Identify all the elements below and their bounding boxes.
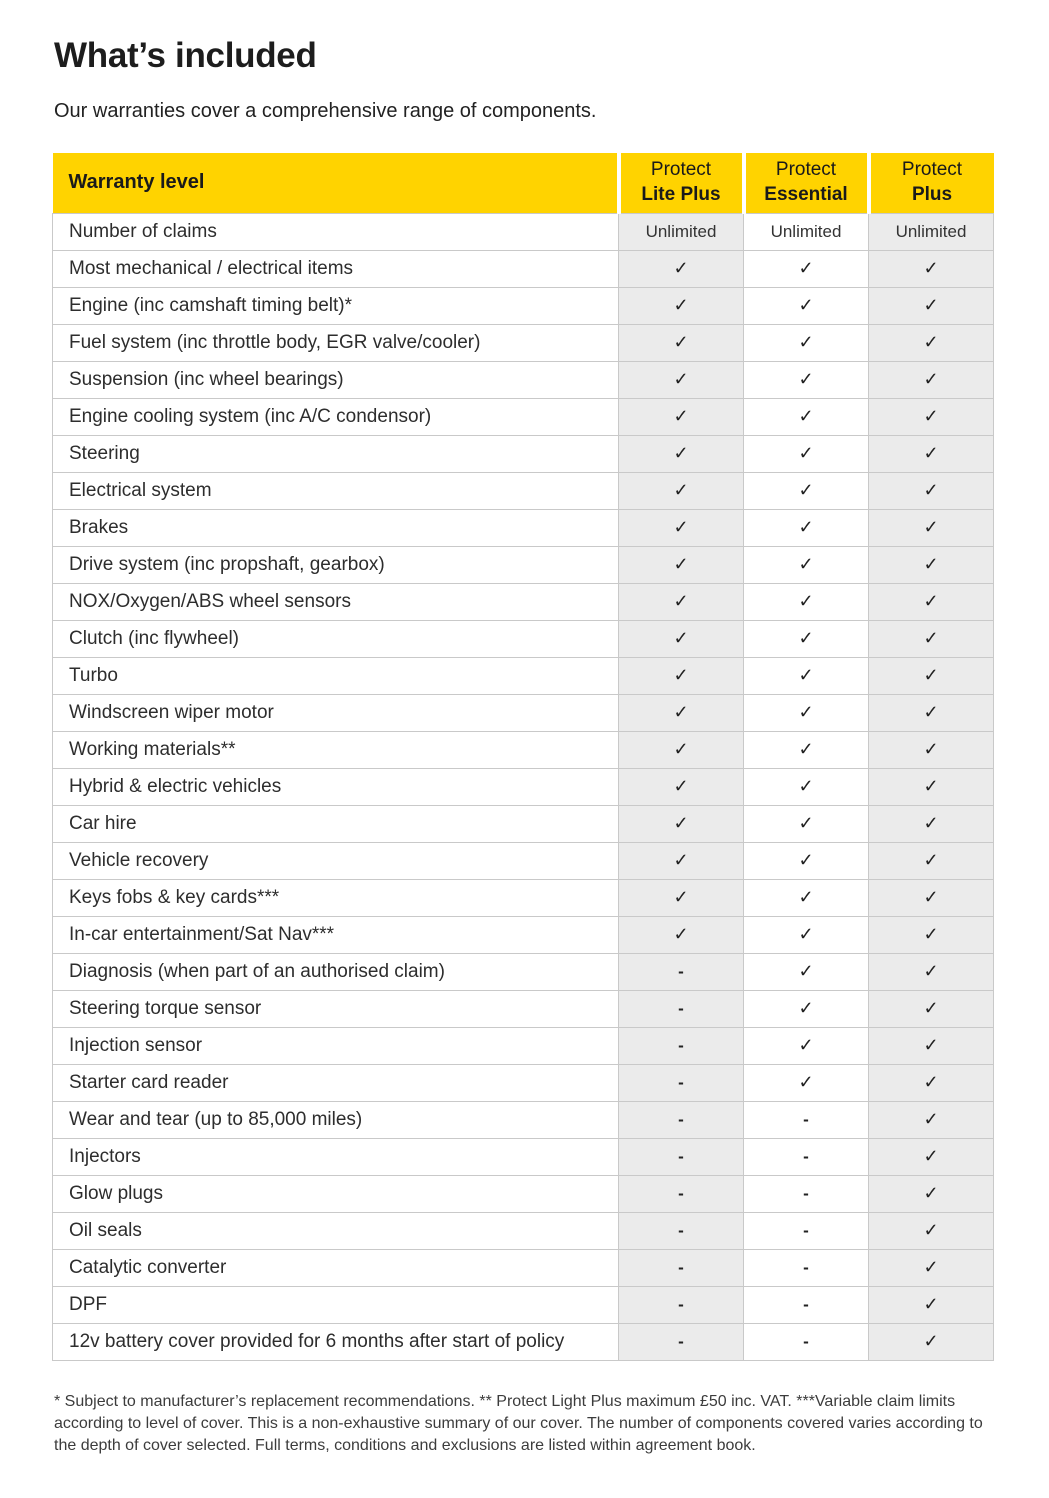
check-icon: ✓ (923, 369, 939, 389)
dash-icon: - (678, 1257, 684, 1277)
row-label: Oil seals (53, 1212, 619, 1249)
table-row (53, 583, 994, 620)
cell-value (744, 916, 869, 953)
cell-value (744, 583, 869, 620)
cell-value (744, 287, 869, 324)
warranty-comparison-table (52, 153, 994, 1361)
check-icon: ✓ (923, 1035, 939, 1055)
cell-value (619, 1323, 744, 1360)
row-label: In-car entertainment/Sat Nav*** (53, 916, 619, 953)
dash-icon: - (678, 1035, 684, 1055)
check-icon: ✓ (923, 554, 939, 574)
table-row (53, 1286, 994, 1323)
dash-icon: - (678, 1331, 684, 1351)
row-label: Vehicle recovery (53, 842, 619, 879)
cell-value (744, 953, 869, 990)
row-label: Steering (53, 435, 619, 472)
row-label: Hybrid & electric vehicles (53, 768, 619, 805)
cell-value (744, 1286, 869, 1323)
check-icon: ✓ (798, 961, 814, 981)
check-icon: ✓ (673, 332, 689, 352)
cell-value (619, 250, 744, 287)
cell-value (619, 472, 744, 509)
row-label: Glow plugs (53, 1175, 619, 1212)
cell-value (619, 509, 744, 546)
cell-value (619, 546, 744, 583)
table-row (53, 916, 994, 953)
check-icon: ✓ (798, 813, 814, 833)
table-row (53, 546, 994, 583)
cell-value (869, 842, 994, 879)
cell-value (744, 620, 869, 657)
dash-icon: - (678, 961, 684, 981)
check-icon: ✓ (798, 924, 814, 944)
plan-brand: Protect (775, 159, 837, 181)
table-row (53, 324, 994, 361)
table-row (53, 657, 994, 694)
cell-value (869, 731, 994, 768)
dash-icon: - (803, 1146, 809, 1166)
row-label: Engine cooling system (inc A/C condensor) (53, 398, 619, 435)
check-icon: ✓ (798, 1072, 814, 1092)
cell-value (619, 1212, 744, 1249)
cell-value (869, 1027, 994, 1064)
check-icon: ✓ (673, 665, 689, 685)
dash-icon: - (803, 1220, 809, 1240)
row-label: Drive system (inc propshaft, gearbox) (53, 546, 619, 583)
cell-value (869, 1138, 994, 1175)
check-icon: ✓ (673, 739, 689, 759)
cell-value (869, 435, 994, 472)
dash-icon: - (803, 1257, 809, 1277)
check-icon: ✓ (923, 517, 939, 537)
cell-value (619, 1101, 744, 1138)
row-label: Steering torque sensor (53, 990, 619, 1027)
cell-value (744, 546, 869, 583)
table-row (53, 694, 994, 731)
cell-value (869, 250, 994, 287)
cell-value (869, 213, 994, 250)
cell-value (619, 990, 744, 1027)
dash-icon: - (678, 1183, 684, 1203)
cell-value (744, 842, 869, 879)
table-row (53, 1212, 994, 1249)
cell-value (744, 879, 869, 916)
check-icon: ✓ (798, 480, 814, 500)
plan-brand: Protect (650, 159, 712, 181)
table-row (53, 842, 994, 879)
check-icon: ✓ (923, 406, 939, 426)
plan-tier: Plus (911, 183, 953, 205)
cell-value (744, 1027, 869, 1064)
check-icon: ✓ (673, 554, 689, 574)
cell-value (619, 1027, 744, 1064)
cell-value (619, 694, 744, 731)
table-row (53, 1249, 994, 1286)
cell-value (619, 1175, 744, 1212)
check-icon: ✓ (798, 998, 814, 1018)
cell-value (869, 472, 994, 509)
cell-value (744, 1323, 869, 1360)
cell-value (869, 953, 994, 990)
dash-icon: - (678, 1146, 684, 1166)
cell-value (744, 990, 869, 1027)
cell-value (619, 768, 744, 805)
row-label: Catalytic converter (53, 1249, 619, 1286)
check-icon: ✓ (798, 887, 814, 907)
check-icon: ✓ (798, 332, 814, 352)
cell-value (619, 1249, 744, 1286)
check-icon: ✓ (798, 295, 814, 315)
cell-value (744, 213, 869, 250)
check-icon: ✓ (923, 258, 939, 278)
cell-value (869, 1286, 994, 1323)
cell-value (744, 509, 869, 546)
row-label: DPF (53, 1286, 619, 1323)
cell-value (744, 694, 869, 731)
cell-value (744, 805, 869, 842)
table-row (53, 1138, 994, 1175)
cell-text: Unlimited (895, 221, 967, 241)
check-icon: ✓ (923, 998, 939, 1018)
cell-value (744, 1175, 869, 1212)
row-label: 12v battery cover provided for 6 months after start of policy (53, 1323, 619, 1360)
row-label: Windscreen wiper motor (53, 694, 619, 731)
cell-value (619, 1064, 744, 1101)
table-row (53, 731, 994, 768)
row-label: Injection sensor (53, 1027, 619, 1064)
warranty-level-header: Warranty level (53, 153, 619, 213)
plan-tier: Essential (764, 183, 848, 205)
row-label: Most mechanical / electrical items (53, 250, 619, 287)
cell-value (619, 583, 744, 620)
check-icon: ✓ (923, 887, 939, 907)
table-row (53, 472, 994, 509)
row-label: Electrical system (53, 472, 619, 509)
cell-value (869, 583, 994, 620)
column-header-protect-essential (744, 153, 869, 213)
table-row (53, 250, 994, 287)
cell-value (869, 1064, 994, 1101)
row-label: Fuel system (inc throttle body, EGR valve/cooler) (53, 324, 619, 361)
check-icon: ✓ (923, 591, 939, 611)
cell-value (744, 731, 869, 768)
plan-tier: Lite Plus (641, 183, 721, 205)
check-icon: ✓ (798, 443, 814, 463)
row-label: Turbo (53, 657, 619, 694)
row-label: Working materials** (53, 731, 619, 768)
cell-value (619, 398, 744, 435)
table-row (53, 1027, 994, 1064)
dash-icon: - (803, 1331, 809, 1351)
check-icon: ✓ (923, 1294, 939, 1314)
cell-value (744, 768, 869, 805)
check-icon: ✓ (673, 258, 689, 278)
row-label: Car hire (53, 805, 619, 842)
row-label: Suspension (inc wheel bearings) (53, 361, 619, 398)
cell-value (619, 620, 744, 657)
check-icon: ✓ (923, 1146, 939, 1166)
cell-value (619, 657, 744, 694)
table-row (53, 1175, 994, 1212)
table-row (53, 953, 994, 990)
check-icon: ✓ (798, 776, 814, 796)
table-row (53, 768, 994, 805)
row-label: Keys fobs & key cards*** (53, 879, 619, 916)
check-icon: ✓ (923, 1331, 939, 1351)
dash-icon: - (678, 1072, 684, 1092)
check-icon: ✓ (798, 1035, 814, 1055)
cell-value (744, 472, 869, 509)
column-header-protect-lite-plus (619, 153, 744, 213)
cell-value (744, 324, 869, 361)
check-icon: ✓ (923, 295, 939, 315)
cell-value (869, 546, 994, 583)
table-row (53, 1101, 994, 1138)
footnote-text: * Subject to manufacturer’s replacement recommendations. ** Protect Light Plus maximum £50 inc. VAT. ***Variable claim limits according to level of cover. This is a non-exhaustive summary of our cover. The number of components covered varies according to the depth of cover selected. Full terms, conditions and exclusions are listed within agreement book. (54, 1392, 983, 1454)
check-icon: ✓ (673, 295, 689, 315)
check-icon: ✓ (923, 776, 939, 796)
check-icon: ✓ (923, 739, 939, 759)
cell-value (619, 953, 744, 990)
dash-icon: - (678, 1220, 684, 1240)
check-icon: ✓ (923, 1109, 939, 1129)
cell-value (619, 731, 744, 768)
cell-value (869, 287, 994, 324)
check-icon: ✓ (923, 924, 939, 944)
check-icon: ✓ (798, 739, 814, 759)
table-row (53, 398, 994, 435)
row-label: Brakes (53, 509, 619, 546)
cell-value (744, 1212, 869, 1249)
check-icon: ✓ (673, 369, 689, 389)
cell-value (619, 916, 744, 953)
check-icon: ✓ (923, 702, 939, 722)
cell-text: Unlimited (770, 221, 842, 241)
table-row (53, 1064, 994, 1101)
check-icon: ✓ (923, 443, 939, 463)
cell-value (869, 1212, 994, 1249)
row-label: Injectors (53, 1138, 619, 1175)
check-icon: ✓ (798, 517, 814, 537)
check-icon: ✓ (798, 628, 814, 648)
cell-value (619, 361, 744, 398)
check-icon: ✓ (923, 665, 939, 685)
cell-value (869, 324, 994, 361)
check-icon: ✓ (673, 887, 689, 907)
check-icon: ✓ (673, 776, 689, 796)
table-header-row (53, 153, 994, 213)
plan-brand: Protect (901, 159, 963, 181)
check-icon: ✓ (673, 924, 689, 944)
check-icon: ✓ (673, 702, 689, 722)
table-row (53, 213, 994, 250)
cell-value (619, 435, 744, 472)
column-header-protect-plus (869, 153, 994, 213)
cell-value (744, 1064, 869, 1101)
check-icon: ✓ (798, 702, 814, 722)
cell-value (619, 1286, 744, 1323)
check-icon: ✓ (798, 665, 814, 685)
cell-value (744, 250, 869, 287)
check-icon: ✓ (673, 850, 689, 870)
cell-value (869, 509, 994, 546)
table-row (53, 435, 994, 472)
table-row (53, 287, 994, 324)
row-label: Engine (inc camshaft timing belt)* (53, 287, 619, 324)
cell-value (869, 916, 994, 953)
cell-value (869, 1323, 994, 1360)
page-subtitle: Our warranties cover a comprehensive range of components. (54, 100, 597, 122)
check-icon: ✓ (673, 813, 689, 833)
table-row (53, 990, 994, 1027)
row-label: Diagnosis (when part of an authorised claim) (53, 953, 619, 990)
table-row (53, 361, 994, 398)
check-icon: ✓ (923, 1072, 939, 1092)
row-label: NOX/Oxygen/ABS wheel sensors (53, 583, 619, 620)
cell-value (869, 879, 994, 916)
check-icon: ✓ (923, 961, 939, 981)
check-icon: ✓ (798, 850, 814, 870)
cell-value (869, 620, 994, 657)
cell-value (869, 1249, 994, 1286)
dash-icon: - (678, 1109, 684, 1129)
check-icon: ✓ (673, 517, 689, 537)
page-title: What’s included (54, 36, 317, 75)
row-label: Number of claims (53, 213, 619, 250)
cell-value (619, 287, 744, 324)
cell-value (744, 657, 869, 694)
cell-value (619, 879, 744, 916)
check-icon: ✓ (923, 813, 939, 833)
cell-value (744, 1101, 869, 1138)
table-row (53, 620, 994, 657)
check-icon: ✓ (798, 554, 814, 574)
check-icon: ✓ (923, 1257, 939, 1277)
row-label: Wear and tear (up to 85,000 miles) (53, 1101, 619, 1138)
cell-value (869, 1175, 994, 1212)
dash-icon: - (678, 998, 684, 1018)
cell-value (619, 1138, 744, 1175)
cell-value (744, 361, 869, 398)
dash-icon: - (678, 1294, 684, 1314)
cell-value (619, 842, 744, 879)
check-icon: ✓ (798, 591, 814, 611)
table-row (53, 509, 994, 546)
check-icon: ✓ (798, 369, 814, 389)
dash-icon: - (803, 1109, 809, 1129)
table-row (53, 805, 994, 842)
table-row (53, 1323, 994, 1360)
cell-value (744, 1138, 869, 1175)
check-icon: ✓ (923, 628, 939, 648)
row-label: Starter card reader (53, 1064, 619, 1101)
cell-value (869, 1101, 994, 1138)
check-icon: ✓ (673, 443, 689, 463)
cell-value (869, 361, 994, 398)
cell-value (619, 213, 744, 250)
check-icon: ✓ (673, 628, 689, 648)
cell-text: Unlimited (645, 221, 717, 241)
cell-value (869, 805, 994, 842)
check-icon: ✓ (923, 332, 939, 352)
cell-value (744, 435, 869, 472)
check-icon: ✓ (673, 591, 689, 611)
dash-icon: - (803, 1294, 809, 1314)
cell-value (869, 990, 994, 1027)
check-icon: ✓ (923, 480, 939, 500)
cell-value (744, 1249, 869, 1286)
cell-value (869, 398, 994, 435)
dash-icon: - (803, 1183, 809, 1203)
check-icon: ✓ (923, 850, 939, 870)
cell-value (619, 324, 744, 361)
cell-value (869, 694, 994, 731)
check-icon: ✓ (798, 406, 814, 426)
table-row (53, 879, 994, 916)
cell-value (744, 398, 869, 435)
check-icon: ✓ (923, 1220, 939, 1240)
check-icon: ✓ (673, 406, 689, 426)
row-label: Clutch (inc flywheel) (53, 620, 619, 657)
check-icon: ✓ (798, 258, 814, 278)
cell-value (869, 657, 994, 694)
cell-value (619, 805, 744, 842)
cell-value (869, 768, 994, 805)
check-icon: ✓ (923, 1183, 939, 1203)
check-icon: ✓ (673, 480, 689, 500)
